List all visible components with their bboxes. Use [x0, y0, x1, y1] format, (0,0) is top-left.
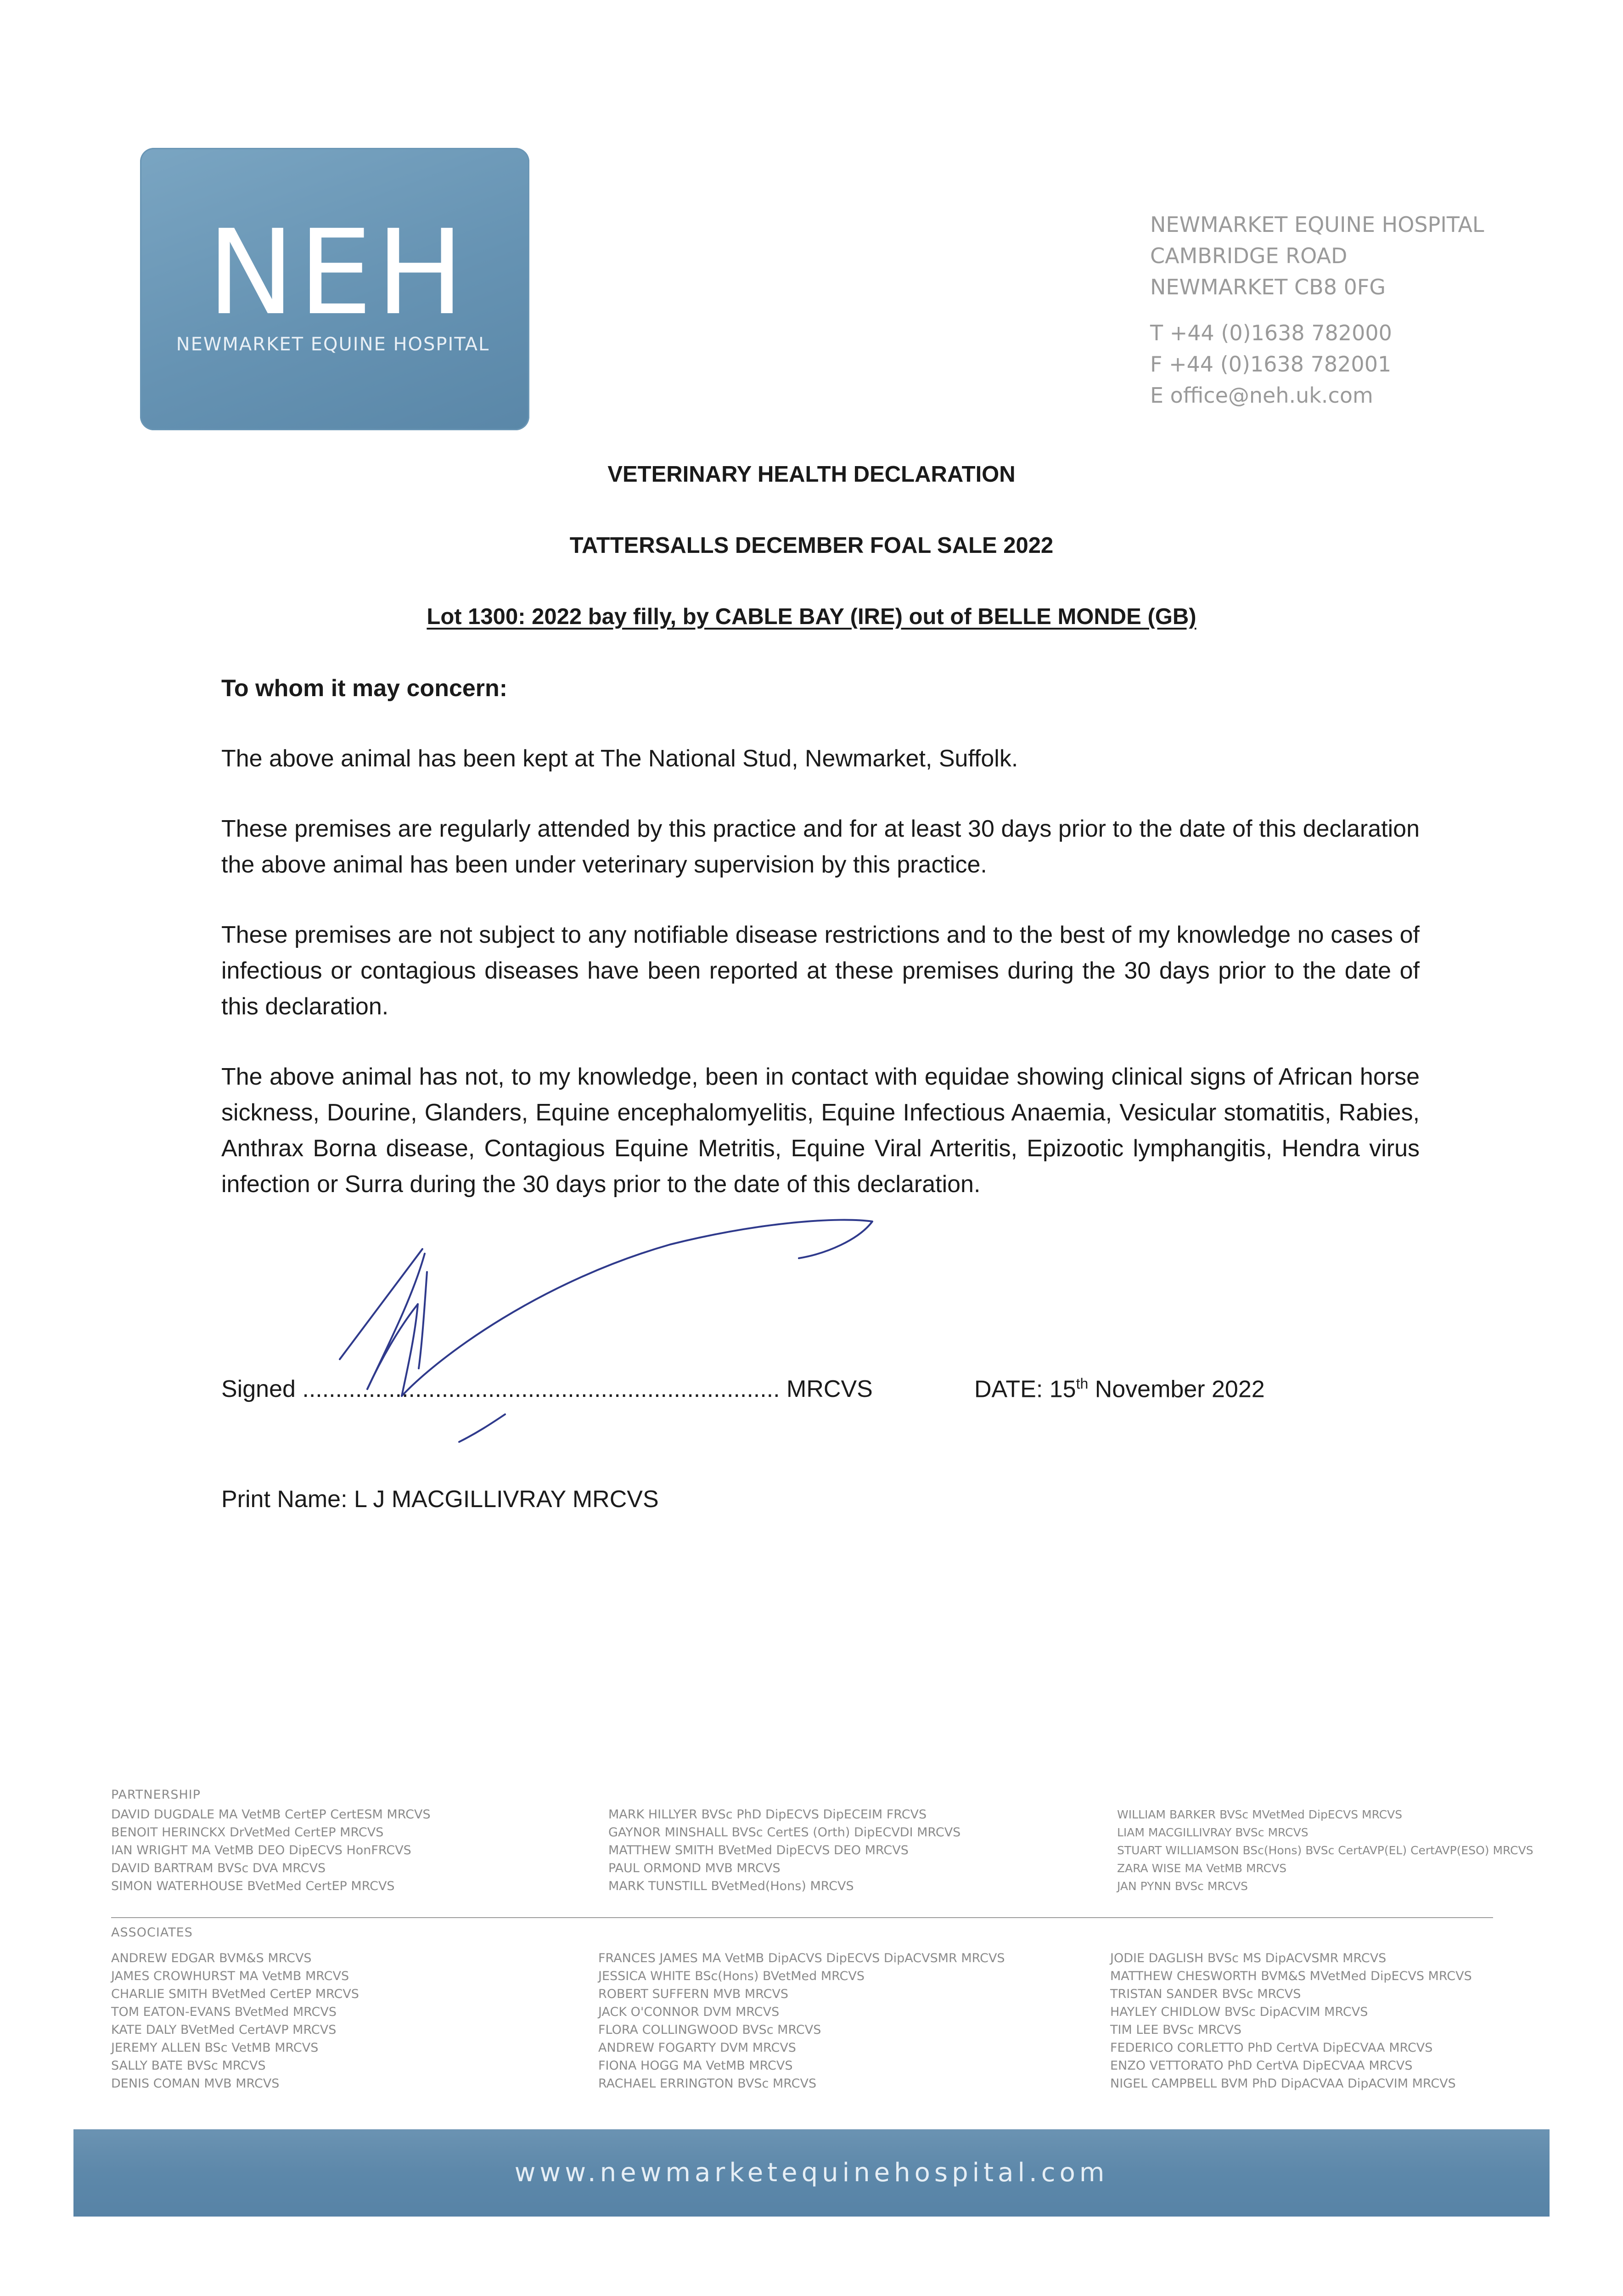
staff-entry: IAN WRIGHT MA VetMB DEO DipECVS HonFRCVS [111, 1843, 411, 1857]
staff-entry: DAVID BARTRAM BVSc DVA MRCVS [111, 1861, 326, 1875]
staff-entry: FLORA COLLINGWOOD BVSc MRCVS [598, 2023, 821, 2037]
staff-entry: LIAM MACGILLIVRAY BVSc MRCVS [1117, 1826, 1309, 1839]
divider [111, 1917, 1493, 1918]
address-line: CAMBRIDGE ROAD [1150, 243, 1348, 268]
print-name: Print Name: L J MACGILLIVRAY MRCVS [221, 1486, 659, 1513]
staff-entry: NIGEL CAMPBELL BVM PhD DipACVAA DipACVIM MRCVS [1110, 2077, 1456, 2091]
staff-entry: RACHAEL ERRINGTON BVSc MRCVS [598, 2077, 817, 2091]
staff-entry: JAMES CROWHURST MA VetMB MRCVS [111, 1969, 349, 1983]
footer-banner [73, 2129, 1550, 2217]
staff-entry: GAYNOR MINSHALL BVSc CertES (Orth) DipECVDI MRCVS [608, 1825, 961, 1840]
staff-entry: WILLIAM BARKER BVSc MVetMed DipECVS MRCVS [1117, 1808, 1403, 1821]
paragraph-premises: The above animal has been kept at The National Stud, Newmarket, Suffolk. [221, 745, 1018, 772]
staff-entry: PAUL ORMOND MVB MRCVS [608, 1861, 781, 1875]
staff-entry: CHARLIE SMITH BVetMed CertEP MRCVS [111, 1987, 359, 2001]
document-title: VETERINARY HEALTH DECLARATION [607, 462, 1016, 487]
associates-column-2 [598, 1949, 1005, 2093]
lot-text: Lot 1300: 2022 bay filly, by CABLE BAY (IRE) out of BELLE MONDE (GB) [427, 604, 1196, 629]
staff-entry: FEDERICO CORLETTO PhD CertVA DipECVAA MRCVS [1110, 2041, 1433, 2055]
handwritten-signature [321, 1203, 918, 1479]
staff-entry: DAVID DUGDALE MA VetMB CertEP CertESM MRCVS [111, 1807, 431, 1822]
staff-entry: JEREMY ALLEN BSc VetMB MRCVS [111, 2041, 319, 2055]
fax-line: F +44 (0)1638 782001 [1150, 352, 1392, 377]
associates-label: ASSOCIATES [111, 1925, 193, 1940]
staff-entry: STUART WILLIAMSON BSc(Hons) BVSc CertAVP(EL) CertAVP(ESO) MRCVS [1117, 1844, 1533, 1857]
staff-entry: TOM EATON-EVANS BVetMed MRCVS [111, 2005, 337, 2019]
staff-entry: FIONA HOGG MA VetMB MRCVS [598, 2059, 793, 2073]
staff-entry: HAYLEY CHIDLOW BVSc DipACVIM MRCVS [1110, 2005, 1368, 2019]
partnership-column-1 [111, 1806, 431, 1895]
staff-entry: MARK HILLYER BVSc PhD DipECVS DipECEIM FRCVS [608, 1807, 927, 1822]
staff-entry: JACK O'CONNOR DVM MRCVS [598, 2005, 780, 2019]
staff-entry: ANDREW EDGAR BVM&S MRCVS [111, 1951, 312, 1965]
address-line: NEWMARKET EQUINE HOSPITAL [1150, 212, 1484, 237]
partnership-label: PARTNERSHIP [111, 1788, 201, 1802]
partnership-column-3 [1117, 1806, 1533, 1895]
staff-entry: JAN PYNN BVSc MRCVS [1117, 1880, 1248, 1893]
staff-entry: TRISTAN SANDER BVSc MRCVS [1110, 1987, 1301, 2001]
partnership-column-2 [608, 1806, 960, 1895]
signed-line [221, 1375, 1599, 1403]
declaration-date [974, 1375, 1265, 1403]
staff-entry: MATTHEW SMITH BVetMed DipECVS DEO MRCVS [608, 1843, 909, 1857]
email-line: E office@neh.uk.com [1150, 383, 1373, 408]
neh-logo [140, 148, 529, 430]
staff-entry: KATE DALY BVetMed CertAVP MRCVS [111, 2023, 337, 2037]
staff-entry: BENOIT HERINCKX DrVetMed CertEP MRCVS [111, 1825, 384, 1840]
sale-name: TATTERSALLS DECEMBER FOAL SALE 2022 [569, 533, 1054, 558]
signed-suffix: MRCVS [786, 1376, 873, 1402]
declaration-body [221, 670, 1420, 1237]
staff-entry: TIM LEE BVSc MRCVS [1110, 2023, 1241, 2037]
staff-entry: SALLY BATE BVSc MRCVS [111, 2059, 266, 2073]
staff-entry: FRANCES JAMES MA VetMB DipACVS DipECVS DipACVSMR MRCVS [598, 1951, 1005, 1965]
date-prefix: DATE: 15 [974, 1376, 1076, 1403]
salutation: To whom it may concern: [221, 675, 508, 702]
staff-entry: ROBERT SUFFERN MVB MRCVS [598, 1987, 789, 2001]
associates-column-1 [111, 1949, 359, 2093]
staff-entry: JESSICA WHITE BSc(Hons) BVetMed MRCVS [598, 1969, 865, 1983]
address-line: NEWMARKET CB8 0FG [1150, 275, 1386, 299]
staff-entry: ENZO VETTORATO PhD CertVA DipECVAA MRCVS [1110, 2059, 1413, 2073]
hospital-address [1150, 209, 1563, 411]
associates-column-3 [1110, 1949, 1472, 2093]
logo-mark: NEH [207, 205, 468, 341]
lot-description [0, 604, 1623, 630]
paragraph-supervision: These premises are regularly attended by this practice and for at least 30 days prior to the date of this declaration the above animal has been under veterinary supervision by this practice. [221, 816, 1420, 878]
signature-dots: ........................................................................ [302, 1376, 780, 1402]
staff-entry: DENIS COMAN MVB MRCVS [111, 2077, 280, 2091]
signed-label: Signed [221, 1376, 296, 1402]
staff-entry: JODIE DAGLISH BVSc MS DipACVSMR MRCVS [1110, 1951, 1387, 1965]
paragraph-contact: The above animal has not, to my knowledge, been in contact with equidae showing clinical signs of African horse sickness, Dourine, Glanders, Equine encephalomyelitis, Equine Infectious Anaemia, Vesicular stomatitis, Rabies, Anthrax Borna disease, Contagious Equine Metritis, Equine Viral Arteritis, Epizootic lymphangitis, Hendra virus infection or Surra during the 30 days prior to the date of this declaration. [221, 1064, 1420, 1198]
website-url: www.newmarketequinehospital.com [514, 2158, 1109, 2188]
staff-entry: MARK TUNSTILL BVetMed(Hons) MRCVS [608, 1879, 854, 1893]
date-suffix: November 2022 [1088, 1376, 1265, 1403]
phone-line: T +44 (0)1638 782000 [1150, 321, 1392, 345]
logo-subtitle: NEWMARKET EQUINE HOSPITAL [176, 334, 490, 355]
staff-entry: ANDREW FOGARTY DVM MRCVS [598, 2041, 796, 2055]
date-ordinal: th [1076, 1375, 1089, 1392]
staff-entry: SIMON WATERHOUSE BVetMed CertEP MRCVS [111, 1879, 395, 1893]
paragraph-restrictions: These premises are not subject to any notifiable disease restrictions and to the best of my knowledge no cases of infectious or contagious diseases have been reported at these premises during the 30 days prior to the date of this declaration. [221, 922, 1420, 1020]
staff-entry: MATTHEW CHESWORTH BVM&S MVetMed DipECVS MRCVS [1110, 1969, 1472, 1983]
staff-entry: ZARA WISE MA VetMB MRCVS [1117, 1862, 1287, 1875]
